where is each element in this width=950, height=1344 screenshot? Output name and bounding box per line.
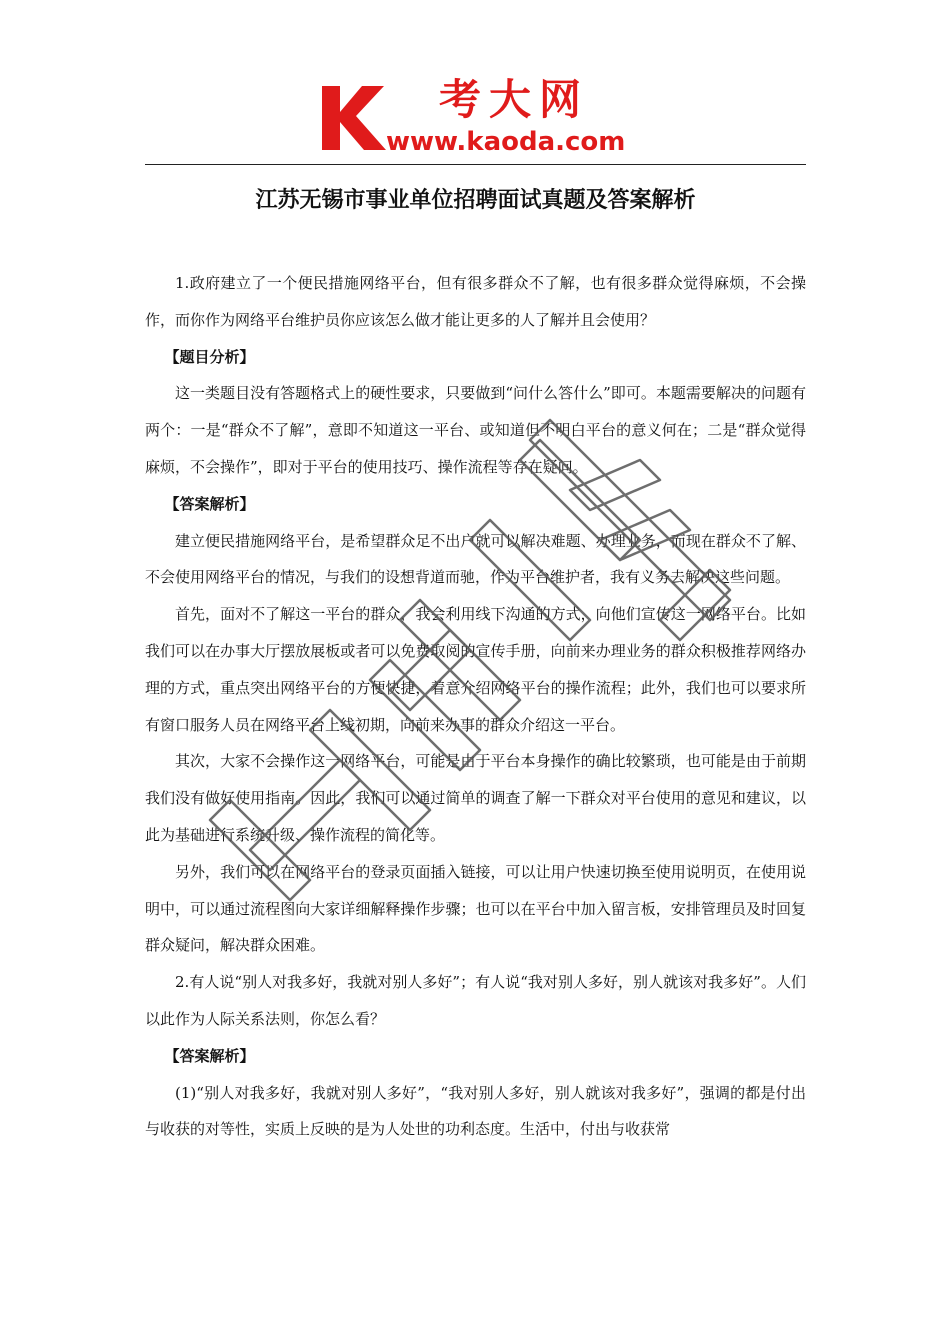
section-heading: 【题目分析】 [164,347,255,366]
paragraph: 1.政府建立了一个便民措施网络平台，但有很多群众不了解，也有很多群众觉得麻烦，不会操作，而你作为网络平台维护员你应该怎么做才能让更多的人了解并且会使用？ [145,274,806,329]
section-heading: 【答案解析】 [164,1046,255,1065]
kaoda-logo [318,76,638,160]
paragraph: 这一类题目没有答题格式上的硬性要求，只要做到“问什么答什么”即可。本题需要解决的问题有两个：一是“群众不了解”，意即不知道这一平台、或知道但不明白平台的意义何在；二是“群众觉得麻烦，不会操作”，即对于平台的使用技巧、操作流程等存在疑问。 [145,384,806,476]
logo-chinese-text: 考大网 [438,75,589,124]
paragraph: (1)“别人对我多好，我就对别人多好”，“我对别人多好，别人就该对我多好”，强调的都是付出与收获的对等性，实质上反映的是为人处世的功利态度。生活中，付出与收获常 [145,1083,806,1139]
document-title: 江苏无锡市事业单位招聘面试真题及答案解析 [255,188,696,213]
logo-url-text: www.kaoda.com [386,127,626,157]
paragraph: 其次，大家不会操作这一网络平台，可能是由于平台本身操作的确比较繁琐，也可能是由于前期我们没有做好使用指南。因此，我们可以通过简单的调查了解一下群众对平台使用的意见和建议，以此为基础进行系统升级、操作流程的简化等。 [145,752,806,844]
section-heading: 【答案解析】 [164,494,255,513]
paragraph: 另外，我们可以在网络平台的登录页面插入链接，可以让用户快速切换至使用说明页，在使用说明中，可以通过流程图向大家详细解释操作步骤；也可以在平台中加入留言板，安排管理员及时回复群众疑问，解决群众困难。 [145,862,806,955]
paragraph: 首先，面对不了解这一平台的群众，我会利用线下沟通的方式，向他们宣传这一网络平台。比如我们可以在办事大厅摆放展板或者可以免费取阅的宣传手册，向前来办理业务的群众积极推荐网络办理的方式，重点突出网络平台的方便快捷，着意介绍网络平台的操作流程；此外，我们也可以要求所有窗口服务人员在网络平台上线初期，向前来办事的群众介绍这一平台。 [145,605,806,734]
header-divider [145,164,806,165]
logo-k-icon [318,80,392,154]
paragraph: 建立便民措施网络平台，是希望群众足不出户就可以解决难题、办理业务，而现在群众不了解、不会使用网络平台的情况，与我们的设想背道而驰，作为平台维护者，我有义务去解决这些问题。 [145,531,806,587]
paragraph: 2.有人说“别人对我多好，我就对别人多好”；有人说“我对别人多好，别人就该对我多好”。人们以此作为人际关系法则，你怎么看？ [145,973,806,1028]
document-body [145,265,806,1148]
